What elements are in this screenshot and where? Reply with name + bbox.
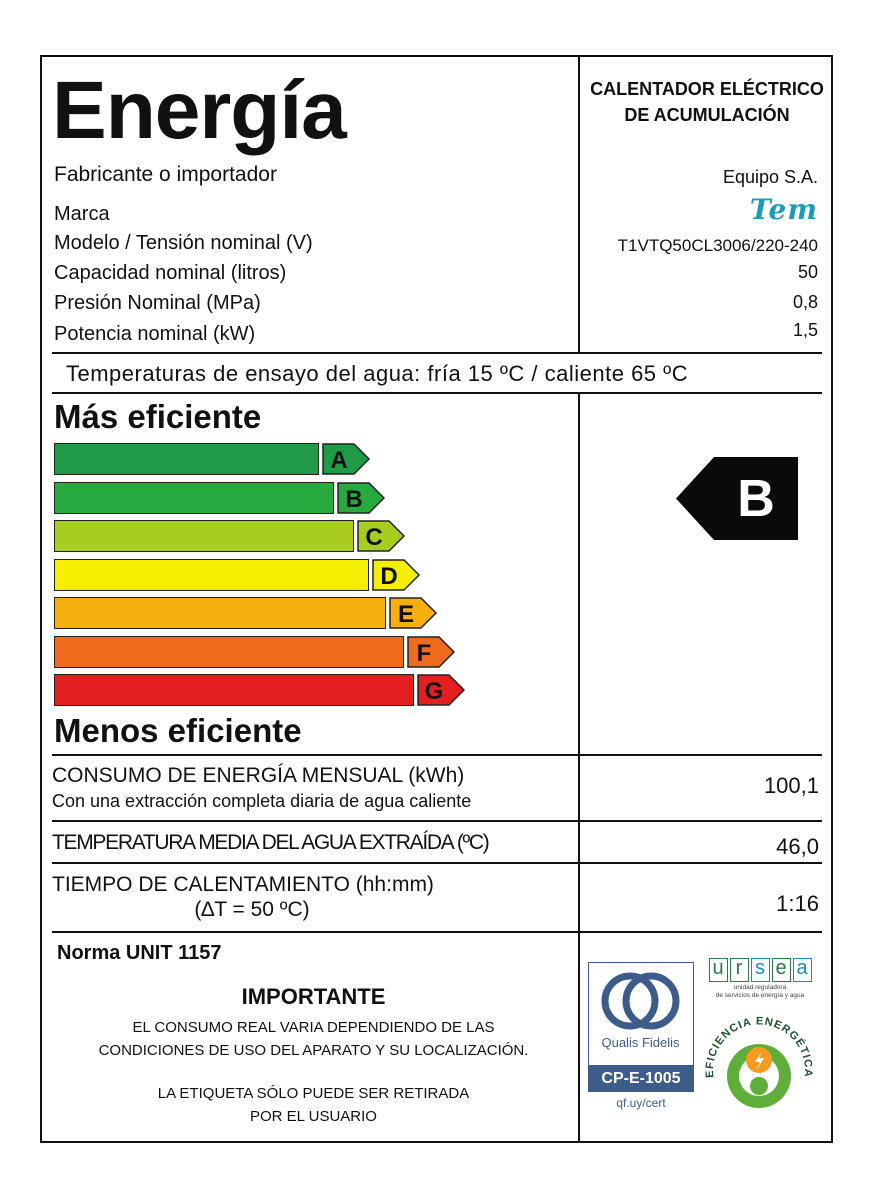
important-note [52,1016,575,1062]
product-type-line2: DE ACUMULACIÓN [624,105,790,125]
spec-label-power: Potencia nominal (kW) [54,323,256,345]
scale-letter-c: C [365,524,383,551]
ursea-letter: r [730,958,749,982]
scale-arrow-f [407,636,459,668]
ursea-subtitle [708,984,812,1000]
spec-value-pressure: 0,8 [792,292,818,312]
rating-letter: B [737,470,775,528]
spec-label-capacity: Capacidad nominal (litros) [54,262,287,284]
heating-time-value: 1:16 [776,891,819,916]
removal-line2: POR EL USUARIO [250,1108,377,1125]
efficiency-text: EFICIENCIA ENERGÉTICA [703,1015,815,1079]
scale-arrow-c [357,520,409,552]
divider-vertical-top [578,57,580,353]
qualis-url: qf.uy/cert [616,1096,666,1110]
removal-note [52,1082,575,1128]
consumption-value: 100,1 [763,773,819,798]
scale-arrow-g [417,674,469,706]
scale-arrow-d [372,559,424,591]
ursea-sub2: de servicios de energía y agua [715,992,805,999]
divider-temps [52,392,822,394]
ursea-wordmark [708,958,812,982]
scale-bar-a [54,443,319,475]
qualis-fidelis-logo [588,962,694,1110]
scale-bottom-label: Menos eficiente [54,712,302,749]
important-title: IMPORTANTE [241,984,386,1009]
ursea-letter: a [793,958,812,982]
spec-label-manufacturer: Fabricante o importador [54,163,277,186]
ursea-logo [708,958,812,1000]
divider-heating [52,931,822,933]
avg-temp-value: 46,0 [776,834,819,859]
scale-letter-g: G [424,678,444,705]
ursea-sub1: unidad reguladora [733,984,787,991]
product-type-line1: CALENTADOR ELÉCTRICO [590,79,824,99]
divider-vertical-bottom [578,393,580,1143]
qualis-name: Qualis Fidelis [601,1035,680,1050]
scale-letter-a: A [330,447,348,474]
scale-bar-c [54,520,354,552]
scale-top-label: Más eficiente [54,398,262,435]
spec-label-model: Modelo / Tensión nominal (V) [54,232,313,254]
spec-value-capacity: 50 [797,262,818,282]
brand-logo: Tem [749,193,818,226]
heating-time-label: TIEMPO DE CALENTAMIENTO (hh:mm) [52,873,434,896]
scale-bar-g [54,674,414,706]
spec-value-manufacturer: Equipo S.A. [722,167,818,187]
scale-arrow-e [389,597,441,629]
qualis-code: CP-E-1005 [588,1066,694,1092]
scale-bar-f [54,636,404,668]
important-line1: EL CONSUMO REAL VARIA DEPENDIENDO DE LAS [132,1019,495,1036]
scale-bar-e [54,597,386,629]
scale-letter-e: E [397,601,415,628]
qualis-box [588,962,694,1066]
norma-standard: Norma UNIT 1157 [57,942,222,964]
ursea-letter: e [772,958,791,982]
removal-line1: LA ETIQUETA SÓLO PUEDE SER RETIRADA [157,1085,470,1102]
divider-avgtemp [52,862,822,864]
divider-scale [52,754,822,756]
scale-letter-b: B [345,485,363,513]
spec-value-power: 1,5 [792,320,818,340]
divider-consumption [52,820,822,822]
scale-bar-b [54,482,334,514]
product-type [582,76,832,128]
ursea-letter: s [751,958,770,982]
consumption-label: CONSUMO DE ENERGÍA MENSUAL (kWh) [52,764,465,787]
spec-value-model: T1VTQ50CL3006/220-240 [617,236,818,255]
test-temperatures: Temperaturas de ensayo del agua: fría 15 ºC / caliente 65 ºC [66,361,689,386]
scale-letter-f: F [416,639,432,667]
spec-label-brand: Marca [54,203,110,225]
page-title: Energía [52,65,346,156]
heating-time-sublabel: (∆T = 50 ºC) [194,898,310,921]
scale-arrow-a [322,443,374,475]
consumption-sublabel: Con una extracción completa diaria de agua caliente [52,791,472,811]
spec-label-pressure: Presión Nominal (MPa) [54,292,261,314]
rating-arrow [676,457,798,540]
scale-bar-d [54,559,369,591]
scale-arrow-b [337,482,389,514]
rings-icon [589,967,692,1037]
important-line2: CONDICIONES DE USO DEL APARATO Y SU LOCALIZACIÓN. [98,1042,529,1059]
scale-letter-d: D [380,562,398,590]
divider-specs [52,352,822,354]
avg-temp-label: TEMPERATURA MEDIA DEL AGUA EXTRAÍDA (ºC) [52,831,489,854]
efficiency-seal [700,1008,818,1118]
ursea-letter: u [709,958,728,982]
